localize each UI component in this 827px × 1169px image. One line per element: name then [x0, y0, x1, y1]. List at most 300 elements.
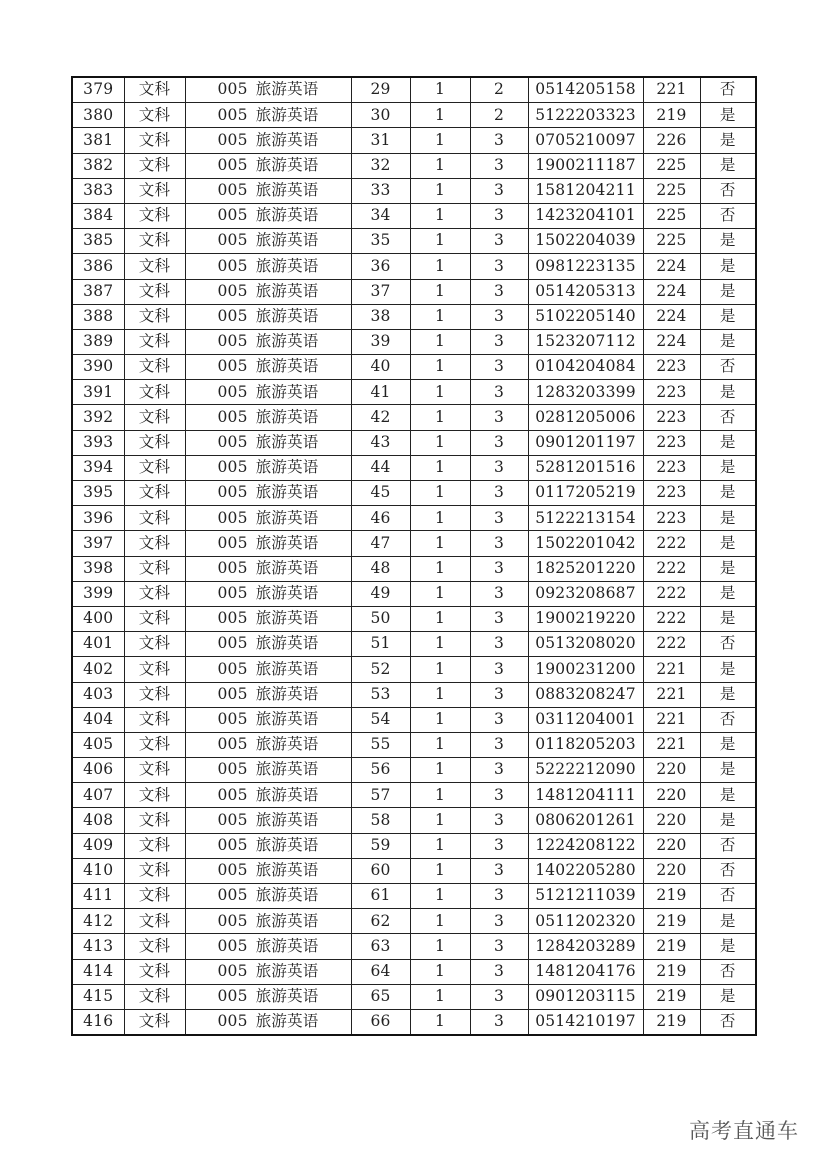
major-code: 005: [217, 558, 248, 577]
table-row: [72, 203, 756, 228]
cell-type: 3: [470, 758, 528, 783]
cell-type: 3: [470, 531, 528, 556]
cell-type: 3: [470, 254, 528, 279]
cell-flag: 是: [700, 128, 756, 153]
cell-score: 222: [643, 531, 700, 556]
cell-major: [185, 984, 351, 1009]
major-code: 005: [217, 281, 248, 300]
table-row: [72, 405, 756, 430]
cell-serial-number: 389: [72, 329, 124, 354]
cell-exam-id: 5281201516: [528, 455, 643, 480]
cell-serial-number: 388: [72, 304, 124, 329]
cell-score: 223: [643, 405, 700, 430]
cell-serial-number: 415: [72, 984, 124, 1009]
cell-category: 文科: [124, 203, 185, 228]
cell-major: [185, 556, 351, 581]
cell-score: 219: [643, 884, 700, 909]
cell-flag: 否: [700, 77, 756, 103]
cell-group: 1: [410, 732, 470, 757]
cell-score: 224: [643, 279, 700, 304]
major-name: 旅游英语: [255, 987, 319, 1006]
cell-major-rank: 32: [351, 153, 410, 178]
major-name: 旅游英语: [255, 105, 319, 124]
cell-score: 226: [643, 128, 700, 153]
cell-type: 3: [470, 884, 528, 909]
major-code: 005: [217, 684, 248, 703]
cell-major-rank: 50: [351, 606, 410, 631]
cell-major-rank: 58: [351, 808, 410, 833]
cell-major-rank: 54: [351, 707, 410, 732]
cell-major-rank: 35: [351, 229, 410, 254]
major-code: 005: [217, 155, 248, 174]
cell-major-rank: 30: [351, 103, 410, 128]
major-name: 旅游英语: [255, 281, 319, 300]
cell-flag: 是: [700, 909, 756, 934]
cell-serial-number: 393: [72, 430, 124, 455]
table-row: [72, 606, 756, 631]
cell-flag: 是: [700, 808, 756, 833]
table-row: [72, 279, 756, 304]
cell-type: 3: [470, 380, 528, 405]
table-row: [72, 153, 756, 178]
cell-group: 1: [410, 1009, 470, 1035]
cell-major: [185, 455, 351, 480]
cell-group: 1: [410, 707, 470, 732]
major-code: 005: [217, 760, 248, 779]
table-row: [72, 858, 756, 883]
cell-major: [185, 380, 351, 405]
cell-exam-id: 1825201220: [528, 556, 643, 581]
cell-type: 3: [470, 984, 528, 1009]
cell-group: 1: [410, 758, 470, 783]
cell-serial-number: 395: [72, 481, 124, 506]
cell-flag: 是: [700, 506, 756, 531]
cell-exam-id: 1423204101: [528, 203, 643, 228]
cell-serial-number: 394: [72, 455, 124, 480]
cell-major-rank: 59: [351, 833, 410, 858]
cell-exam-id: 1900211187: [528, 153, 643, 178]
cell-exam-id: 0104204084: [528, 355, 643, 380]
cell-score: 219: [643, 909, 700, 934]
cell-score: 220: [643, 858, 700, 883]
cell-serial-number: 398: [72, 556, 124, 581]
cell-type: 3: [470, 732, 528, 757]
major-name: 旅游英语: [255, 432, 319, 451]
cell-flag: 是: [700, 657, 756, 682]
cell-major-rank: 64: [351, 959, 410, 984]
table-row: [72, 178, 756, 203]
cell-score: 222: [643, 581, 700, 606]
cell-type: 3: [470, 229, 528, 254]
cell-exam-id: 0311204001: [528, 707, 643, 732]
cell-major-rank: 38: [351, 304, 410, 329]
cell-group: 1: [410, 657, 470, 682]
cell-group: 1: [410, 934, 470, 959]
cell-score: 221: [643, 707, 700, 732]
major-name: 旅游英语: [255, 231, 319, 250]
cell-exam-id: 1502204039: [528, 229, 643, 254]
major-name: 旅游英语: [255, 508, 319, 527]
major-name: 旅游英语: [255, 634, 319, 653]
cell-exam-id: 0511202320: [528, 909, 643, 934]
cell-score: 222: [643, 556, 700, 581]
cell-flag: 是: [700, 103, 756, 128]
cell-score: 223: [643, 430, 700, 455]
major-name: 旅游英语: [255, 332, 319, 351]
cell-category: 文科: [124, 254, 185, 279]
cell-major: [185, 657, 351, 682]
cell-score: 221: [643, 77, 700, 103]
major-name: 旅游英语: [255, 911, 319, 930]
cell-serial-number: 401: [72, 632, 124, 657]
cell-major-rank: 29: [351, 77, 410, 103]
cell-exam-id: 0883208247: [528, 682, 643, 707]
cell-category: 文科: [124, 405, 185, 430]
cell-flag: 是: [700, 531, 756, 556]
major-code: 005: [217, 181, 248, 200]
major-code: 005: [217, 886, 248, 905]
major-name: 旅游英语: [255, 609, 319, 628]
major-code: 005: [217, 231, 248, 250]
cell-major-rank: 31: [351, 128, 410, 153]
table-row: [72, 934, 756, 959]
cell-flag: 否: [700, 707, 756, 732]
cell-category: 文科: [124, 556, 185, 581]
cell-serial-number: 387: [72, 279, 124, 304]
cell-score: 221: [643, 732, 700, 757]
cell-group: 1: [410, 77, 470, 103]
cell-serial-number: 414: [72, 959, 124, 984]
cell-group: 1: [410, 783, 470, 808]
cell-category: 文科: [124, 455, 185, 480]
cell-category: 文科: [124, 959, 185, 984]
cell-flag: 否: [700, 355, 756, 380]
cell-group: 1: [410, 203, 470, 228]
major-name: 旅游英语: [255, 407, 319, 426]
table-row: [72, 632, 756, 657]
cell-type: 3: [470, 430, 528, 455]
cell-score: 223: [643, 380, 700, 405]
major-name: 旅游英语: [255, 684, 319, 703]
cell-flag: 是: [700, 153, 756, 178]
cell-type: 3: [470, 481, 528, 506]
table-row: [72, 531, 756, 556]
major-name: 旅游英语: [255, 155, 319, 174]
cell-exam-id: 5121211039: [528, 884, 643, 909]
cell-major-rank: 37: [351, 279, 410, 304]
cell-major: [185, 606, 351, 631]
cell-major-rank: 60: [351, 858, 410, 883]
cell-score: 220: [643, 833, 700, 858]
cell-major: [185, 103, 351, 128]
cell-major-rank: 46: [351, 506, 410, 531]
cell-exam-id: 0981223135: [528, 254, 643, 279]
cell-major: [185, 934, 351, 959]
cell-exam-id: 0513208020: [528, 632, 643, 657]
cell-major-rank: 57: [351, 783, 410, 808]
major-code: 005: [217, 735, 248, 754]
cell-major-rank: 39: [351, 329, 410, 354]
cell-major-rank: 51: [351, 632, 410, 657]
cell-major-rank: 62: [351, 909, 410, 934]
cell-group: 1: [410, 682, 470, 707]
cell-exam-id: 1224208122: [528, 833, 643, 858]
cell-major-rank: 66: [351, 1009, 410, 1035]
cell-category: 文科: [124, 934, 185, 959]
cell-group: 1: [410, 884, 470, 909]
cell-flag: 是: [700, 430, 756, 455]
cell-exam-id: 1402205280: [528, 858, 643, 883]
cell-exam-id: 1284203289: [528, 934, 643, 959]
cell-score: 221: [643, 682, 700, 707]
major-code: 005: [217, 609, 248, 628]
cell-category: 文科: [124, 304, 185, 329]
cell-score: 225: [643, 153, 700, 178]
major-name: 旅游英语: [255, 1012, 319, 1031]
cell-serial-number: 397: [72, 531, 124, 556]
cell-exam-id: 0901201197: [528, 430, 643, 455]
cell-major-rank: 47: [351, 531, 410, 556]
cell-type: 3: [470, 1009, 528, 1035]
cell-type: 2: [470, 77, 528, 103]
cell-group: 1: [410, 632, 470, 657]
cell-category: 文科: [124, 657, 185, 682]
cell-major-rank: 34: [351, 203, 410, 228]
major-name: 旅游英语: [255, 533, 319, 552]
cell-type: 3: [470, 304, 528, 329]
cell-type: 3: [470, 355, 528, 380]
table-row: [72, 884, 756, 909]
cell-group: 1: [410, 304, 470, 329]
cell-major: [185, 959, 351, 984]
cell-flag: 否: [700, 203, 756, 228]
cell-flag: 是: [700, 380, 756, 405]
cell-serial-number: 382: [72, 153, 124, 178]
cell-category: 文科: [124, 229, 185, 254]
cell-group: 1: [410, 606, 470, 631]
major-code: 005: [217, 508, 248, 527]
major-name: 旅游英语: [255, 256, 319, 275]
cell-type: 3: [470, 783, 528, 808]
cell-score: 225: [643, 203, 700, 228]
cell-category: 文科: [124, 783, 185, 808]
cell-flag: 是: [700, 934, 756, 959]
cell-score: 219: [643, 984, 700, 1009]
cell-group: 1: [410, 254, 470, 279]
cell-type: 3: [470, 556, 528, 581]
cell-group: 1: [410, 103, 470, 128]
cell-serial-number: 391: [72, 380, 124, 405]
cell-category: 文科: [124, 808, 185, 833]
major-code: 005: [217, 357, 248, 376]
cell-flag: 否: [700, 1009, 756, 1035]
watermark-label: 高考直通车: [689, 1119, 799, 1143]
cell-exam-id: 5122213154: [528, 506, 643, 531]
cell-category: 文科: [124, 128, 185, 153]
major-name: 旅游英语: [255, 181, 319, 200]
cell-score: 224: [643, 254, 700, 279]
cell-group: 1: [410, 455, 470, 480]
table-row: [72, 355, 756, 380]
cell-type: 3: [470, 959, 528, 984]
cell-type: 3: [470, 405, 528, 430]
cell-serial-number: 380: [72, 103, 124, 128]
cell-group: 1: [410, 531, 470, 556]
cell-category: 文科: [124, 430, 185, 455]
cell-serial-number: 411: [72, 884, 124, 909]
cell-category: 文科: [124, 506, 185, 531]
table-row: [72, 581, 756, 606]
cell-major: [185, 254, 351, 279]
cell-flag: 是: [700, 606, 756, 631]
cell-major-rank: 63: [351, 934, 410, 959]
cell-flag: 否: [700, 858, 756, 883]
cell-category: 文科: [124, 909, 185, 934]
cell-exam-id: 0923208687: [528, 581, 643, 606]
cell-category: 文科: [124, 531, 185, 556]
cell-serial-number: 392: [72, 405, 124, 430]
table-row: [72, 77, 756, 103]
cell-score: 219: [643, 934, 700, 959]
cell-group: 1: [410, 984, 470, 1009]
cell-serial-number: 400: [72, 606, 124, 631]
cell-major: [185, 758, 351, 783]
major-code: 005: [217, 710, 248, 729]
major-code: 005: [217, 911, 248, 930]
cell-type: 3: [470, 632, 528, 657]
cell-major: [185, 481, 351, 506]
cell-type: 3: [470, 279, 528, 304]
cell-flag: 否: [700, 405, 756, 430]
cell-type: 3: [470, 606, 528, 631]
cell-flag: 是: [700, 329, 756, 354]
table-row: [72, 657, 756, 682]
cell-category: 文科: [124, 481, 185, 506]
cell-score: 222: [643, 632, 700, 657]
cell-category: 文科: [124, 279, 185, 304]
cell-major-rank: 65: [351, 984, 410, 1009]
cell-flag: 否: [700, 959, 756, 984]
cell-flag: 否: [700, 884, 756, 909]
cell-major-rank: 53: [351, 682, 410, 707]
cell-group: 1: [410, 808, 470, 833]
major-name: 旅游英语: [255, 659, 319, 678]
table-row: [72, 682, 756, 707]
table-row: [72, 430, 756, 455]
cell-exam-id: 5102205140: [528, 304, 643, 329]
cell-exam-id: 1481204111: [528, 783, 643, 808]
cell-flag: 是: [700, 556, 756, 581]
cell-major: [185, 355, 351, 380]
cell-major-rank: 56: [351, 758, 410, 783]
table-row: [72, 556, 756, 581]
cell-major: [185, 808, 351, 833]
major-name: 旅游英语: [255, 307, 319, 326]
major-code: 005: [217, 584, 248, 603]
cell-group: 1: [410, 858, 470, 883]
cell-flag: 是: [700, 455, 756, 480]
cell-type: 3: [470, 329, 528, 354]
cell-exam-id: 0281205006: [528, 405, 643, 430]
cell-score: 223: [643, 355, 700, 380]
table-row: [72, 380, 756, 405]
cell-group: 1: [410, 833, 470, 858]
cell-flag: 是: [700, 481, 756, 506]
cell-major-rank: 49: [351, 581, 410, 606]
table-row: [72, 128, 756, 153]
cell-group: 1: [410, 481, 470, 506]
major-code: 005: [217, 80, 248, 99]
table-row: [72, 758, 756, 783]
cell-category: 文科: [124, 178, 185, 203]
cell-serial-number: 410: [72, 858, 124, 883]
table-body: [72, 77, 756, 1035]
major-code: 005: [217, 105, 248, 124]
cell-score: 225: [643, 178, 700, 203]
cell-group: 1: [410, 128, 470, 153]
cell-type: 2: [470, 103, 528, 128]
cell-flag: 是: [700, 682, 756, 707]
cell-major-rank: 40: [351, 355, 410, 380]
table-row: [72, 329, 756, 354]
cell-type: 3: [470, 833, 528, 858]
table-row: [72, 1009, 756, 1035]
cell-category: 文科: [124, 606, 185, 631]
cell-serial-number: 390: [72, 355, 124, 380]
major-name: 旅游英语: [255, 735, 319, 754]
cell-type: 3: [470, 153, 528, 178]
cell-major: [185, 833, 351, 858]
cell-major-rank: 42: [351, 405, 410, 430]
cell-exam-id: 1523207112: [528, 329, 643, 354]
cell-score: 223: [643, 506, 700, 531]
cell-exam-id: 0514205158: [528, 77, 643, 103]
cell-major: [185, 707, 351, 732]
cell-type: 3: [470, 707, 528, 732]
major-name: 旅游英语: [255, 558, 319, 577]
major-name: 旅游英语: [255, 710, 319, 729]
major-code: 005: [217, 1012, 248, 1031]
cell-group: 1: [410, 279, 470, 304]
cell-exam-id: 5222212090: [528, 758, 643, 783]
cell-group: 1: [410, 581, 470, 606]
table-row: [72, 732, 756, 757]
cell-category: 文科: [124, 329, 185, 354]
cell-flag: 是: [700, 229, 756, 254]
major-code: 005: [217, 936, 248, 955]
cell-category: 文科: [124, 355, 185, 380]
cell-exam-id: 5122203323: [528, 103, 643, 128]
cell-serial-number: 379: [72, 77, 124, 103]
cell-score: 224: [643, 329, 700, 354]
major-code: 005: [217, 533, 248, 552]
cell-group: 1: [410, 556, 470, 581]
table-row: [72, 833, 756, 858]
cell-major: [185, 405, 351, 430]
cell-flag: 是: [700, 254, 756, 279]
cell-score: 220: [643, 783, 700, 808]
cell-major-rank: 55: [351, 732, 410, 757]
cell-exam-id: 0118205203: [528, 732, 643, 757]
cell-flag: 是: [700, 783, 756, 808]
cell-major: [185, 128, 351, 153]
cell-score: 219: [643, 1009, 700, 1035]
table-row: [72, 254, 756, 279]
cell-type: 3: [470, 808, 528, 833]
cell-major: [185, 229, 351, 254]
major-name: 旅游英语: [255, 584, 319, 603]
cell-serial-number: 396: [72, 506, 124, 531]
